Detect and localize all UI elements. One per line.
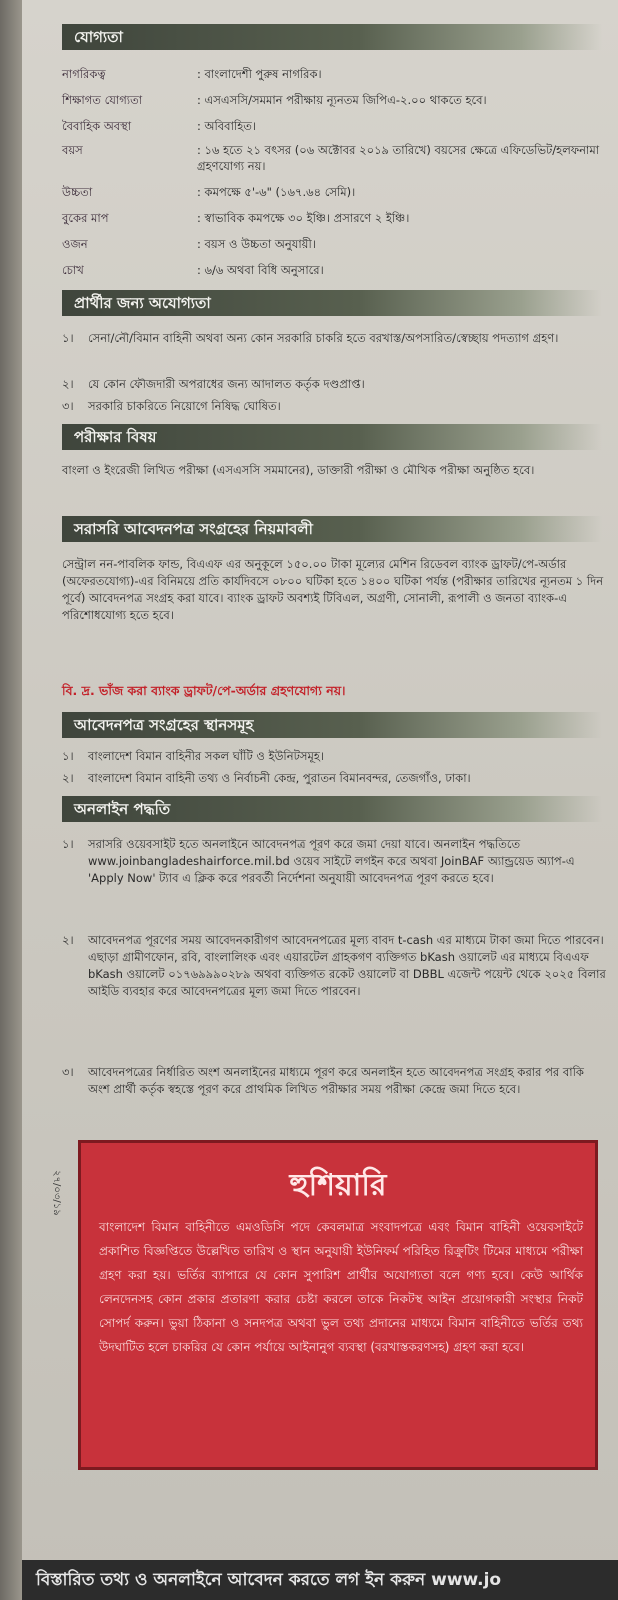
item-number: ২। — [62, 377, 74, 391]
newspaper-advertisement — [22, 0, 618, 1600]
warning-note: বি. দ্র. ভাঁজ করা ব্যাংক ড্রাফট/পে-অর্ডার গ্রহণযোগ্য নয়। — [62, 683, 346, 698]
item-text: সরকারি চাকরিতে নিয়োগে নিষিদ্ধ ঘোষিত। — [88, 399, 281, 413]
row-value: : বয়স ও উচ্চতা অনুযায়ী। — [197, 237, 316, 251]
section-heading-online: অনলাইন পদ্ধতি — [62, 796, 602, 822]
row-label: বুকের মাপ — [62, 211, 109, 225]
item-text: যে কোন ফৌজদারী অপরাধের জন্য আদালত কর্তৃক দণ্ডপ্রাপ্ত। — [88, 377, 365, 391]
item-text: আবেদনপত্রের নির্ধারিত অংশ অনলাইনের মাধ্যমে পূরণ করে অনলাইন হতে আবেদনপত্র সংগ্রহ করার পর বাকি অংশ প্রার্থী কর্তৃক স্বহস্তে পূরণ করে প্রাথমিক লিখিত পরীক্ষার সময় পরীক্ষা কেন্দ্রে জমা দিতে হবে। — [88, 1065, 584, 1096]
warning-text: বাংলাদেশ বিমান বাহিনীতে এমওডিসি পদে কেবলমাত্র সংবাদপত্রে এবং বিমান বাহিনী ওয়েবসাইটে প্রকাশিত বিজ্ঞপ্তিতে উল্লেখিত তারিখ ও স্থান অনুযায়ী ইউনিফর্ম পরিহিত রিক্রুটিং টিমের মাধ্যমে পরীক্ষা গ্রহণ করা হয়। ভর্তির ব্যাপারে যে কোন সুপারিশ প্রার্থীর অযোগ্যতা বলে গণ্য হবে। কেউ আর্থিক লেনদেনসহ কোন প্রকার প্রতারণা করার চেষ্টা করলে তাকে নিকটস্থ আইন প্রয়োগকারী সংস্থার নিকট সোপর্দ করুন। ভুয়া ঠিকানা ও সনদপত্র অথবা ভুল তথ্য প্রদানের মাধ্যমে বিমান বাহিনীতে ভর্তির তথ্য উদঘাটিত হলে চাকরির যে কোন পর্যায়ে আইনানুগ ব্যবস্থা (বরখাস্তকরণসহ) গ্রহণ করা হবে। — [99, 1220, 583, 1354]
item-text: বাংলাদেশ বিমান বাহিনী তথ্য ও নির্বাচনী কেন্দ্র, পুরাতন বিমানবন্দর, তেজগাঁও, ঢাকা। — [88, 771, 471, 785]
item-text: সেনা/নৌ/বিমান বাহিনী অথবা অন্য কোন সরকারি চাকরি হতে বরখাস্ত/অপসারিত/স্বেচ্ছায় পদত্যাগ গ্রহণ। — [88, 331, 559, 345]
row-label: বৈবাহিক অবস্থা — [62, 119, 132, 133]
exam-description: বাংলা ও ইংরেজী লিখিত পরীক্ষা (এসএসসি সমমানের), ডাক্তারী পরীক্ষা ও মৌখিক পরীক্ষা অনুষ্ঠিত হবে। — [62, 463, 535, 477]
row-value: : বাংলাদেশী পুরুষ নাগরিক। — [197, 67, 322, 81]
item-number: ৩। — [62, 399, 74, 413]
item-number: ৩। — [62, 1065, 74, 1079]
item-text: সরাসরি ওয়েবসাইট হতে অনলাইনে আবেদনপত্র পূরণ করে জমা দেয়া যাবে। অনলাইন পদ্ধতিতে www.joinbangladeshairforce.mil.bd ওয়েব সাইটে লগইন করে অথবা JoinBAF অ্যান্ড্রয়েড অ্যাপ-এ 'Apply Now' ট্যাব এ ক্লিক করে পরবর্তী নির্দেশনা অনুযায়ী আবেদনপত্র পূরণ করতে হবে। — [88, 837, 575, 885]
collection-rules-text: সেন্ট্রাল নন-পাবলিক ফান্ড, বিএএফ এর অনুকূলে ১৫০.০০ টাকা মূল্যের মেশিন রিডেবল ব্যাংক ড্রাফট/পে-অর্ডার (অফেরতযোগ্য)-এর বিনিময়ে প্রতি কার্যদিবসে ০৮০০ ঘটিকা হতে ১৪০০ ঘটিকা পর্যন্ত (পরীক্ষার তারিখের ন্যূনতম ১ দিন পূর্বে) আবেদনপত্র সংগ্রহ করা যাবে। ব্যাংক ড্রাফট অবশ্যই টিবিএল, অগ্রণী, সোনালী, রূপালী ও জনতা ব্যাংক-এ পরিশোধযোগ্য হতে হবে। — [62, 557, 604, 622]
item-number: ১। — [62, 749, 74, 763]
section-heading-direct-collection: সরাসরি আবেদনপত্র সংগ্রহের নিয়মাবলী — [62, 516, 602, 542]
page-edge-shadow — [0, 0, 22, 1600]
row-value: : স্বাভাবিক কমপক্ষে ৩০ ইঞ্চি। প্রসারণে ২ ইঞ্চি। — [197, 211, 410, 225]
row-label: বয়স — [62, 143, 83, 157]
row-value: : এসএসসি/সমমান পরীক্ষায় ন্যূনতম জিপিএ-২.০০ থাকতে হবে। — [197, 93, 487, 107]
item-text: আবেদনপত্র পূরণের সময় আবেদনকারীগণ আবেদনপত্রের মূল্য বাবদ t-cash এর মাধ্যমে টাকা জমা দিতে পারবেন। এছাড়া গ্রামীণফোন, রবি, বাংলালিংক এবং এয়ারটেল গ্রাহকগণ ব্যক্তিগত bKash ওয়ালেট এর মাধ্যমে বিএএফ bKash ওয়ালেট ০১৭৬৯৯৯০২৮৯ অথবা ব্যক্তিগত রকেট ওয়ালেট বা DBBL এজেন্ট পয়েন্ট থেকে ২০২৫ বিলার আইডি ব্যবহার করে আবেদনপত্রের মূল্য জমা দিতে পারবেন। — [88, 933, 606, 998]
row-label: ওজন — [62, 237, 88, 251]
section-heading-collection-places: আবেদনপত্র সংগ্রহের স্থানসমূহ — [62, 712, 602, 738]
row-label: চোখ — [62, 263, 84, 277]
item-number: ১। — [62, 331, 74, 345]
item-number: ২। — [62, 933, 74, 947]
row-value: : কমপক্ষে ৫'-৬" (১৬৭.৬৪ সেমি)। — [197, 185, 356, 199]
row-label: নাগরিকত্ব — [62, 67, 106, 81]
row-value: : অবিবাহিত। — [197, 119, 256, 133]
item-number: ১। — [62, 837, 74, 851]
side-date-stamp: ২৭/০৩/১৯ — [51, 1170, 62, 1216]
row-value: : ১৬ হতে ২১ বৎসর (০৬ অক্টোবর ২০১৯ তারিখে) বয়সের ক্ষেত্রে এফিডেভিট/হলফনামা গ্রহণযোগ্য নয়। — [197, 143, 600, 173]
section-heading-disqualification: প্রার্থীর জন্য অযোগ্যতা — [62, 290, 602, 316]
item-number: ২। — [62, 771, 74, 785]
footer-banner: বিস্তারিত তথ্য ও অনলাইনে আবেদন করতে লগ ইন করুন www.jo — [22, 1560, 618, 1600]
row-value: : ৬/৬ অথবা বিধি অনুসারে। — [197, 263, 324, 277]
warning-box — [78, 1140, 598, 1470]
section-heading-exam: পরীক্ষার বিষয় — [62, 424, 602, 450]
row-label: শিক্ষাগত যোগ্যতা — [62, 93, 143, 107]
warning-title: হুশিয়ারি — [289, 1168, 387, 1203]
row-label: উচ্চতা — [62, 185, 93, 199]
item-text: বাংলাদেশ বিমান বাহিনীর সকল ঘাঁটি ও ইউনিটসমূহ। — [88, 749, 324, 763]
section-heading-eligibility: যোগ্যতা — [62, 24, 602, 50]
